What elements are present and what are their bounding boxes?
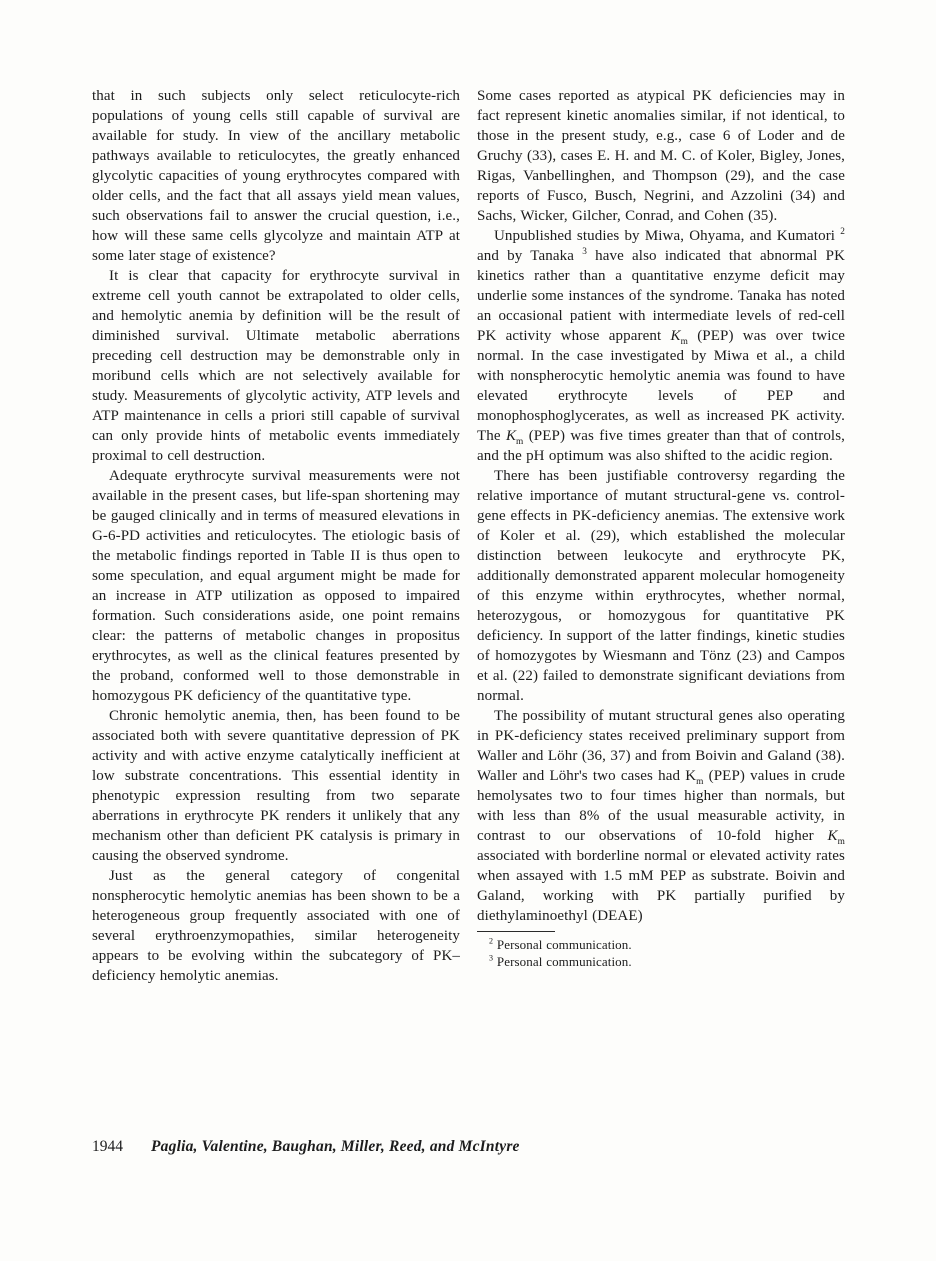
paragraph: Some cases reported as atypical PK deficiencies may in fact represent kinetic anomalies similar, if not identical, to those in the present study, e.g., case 6 of Loder and de Gruchy (33), cases E. H. and M. C. of Koler, Bigley, Jones, Rigas, Vanbellinghen, and Thompson (29), and the case reports of Fusco, Busch, Negrini, and Azzolini (34) and Sachs, Wicker, Gilcher, Conrad, and Cohen (35).: [477, 88, 845, 224]
page-number: 1944: [92, 1138, 123, 1155]
page-footer: [92, 1138, 846, 1156]
two-column-layout: [92, 86, 846, 986]
paragraph: Adequate erythrocyte survival measurements were not available in the present cases, but life-span shortening may be gauged clinically and in terms of measured elevations in G-6-PD activities and reticulocytes. The etiologic basis of the metabolic findings reported in Table II is thus open to some speculation, and equal argument might be made for an increase in ATP utilization as opposed to impaired formation. Such considerations aside, one point remains clear: the patterns of metabolic changes in propositus erythrocytes, as well as the clinical features presented by the proband, conformed well to those demonstrable in homozygous PK deficiency of the quantitative type.: [92, 468, 460, 704]
running-authors: Paglia, Valentine, Baughan, Miller, Reed, and McIntyre: [151, 1138, 520, 1155]
paragraph: Chronic hemolytic anemia, then, has been found to be associated both with severe quantitative depression of PK activity and with active enzyme catalytically inefficient at low substrate concentrations. This essential identity in phenotypic expression resulting from two separate aberrations in erythrocyte PK renders it unlikely that any mechanism other than deficient PK catalysis is primary in causing the observed syndrome.: [92, 708, 460, 864]
footnote: $^3$ Personal communication.: [489, 953, 632, 969]
paragraph: It is clear that capacity for erythrocyte survival in extreme cell youth cannot be extrapolated to older cells, and hemolytic anemia by definition will be the result of diminished survival. Ultimate metabolic aberrations preceding cell destruction may be demonstrable only in moribund cells which are not selectively available for study. Measurements of glycolytic activity, ATP levels and ATP maintenance in cells a priori still capable of survival can only provide hints of metabolic events immediately proximal to cell destruction.: [92, 268, 460, 464]
paragraph: Just as the general category of congenital nonspherocytic hemolytic anemias has been shown to be a heterogeneous group frequently associated with one of several erythroenzymopathies, similar heterogeneity appears to be evolving within the subcategory of PK–deficiency hemolytic anemias.: [92, 868, 460, 984]
paragraph: that in such subjects only select reticulocyte-rich populations of young cells still capable of survival are available for study. In view of the ancillary metabolic pathways available to reticulocytes, the greatly enhanced glycolytic capacities of young erythrocytes compared with older cells, and the fact that all assays yield mean values, such observations fail to answer the crucial question, i.e., how will these same cells glycolyze and maintain ATP at some later stage of existence?: [92, 88, 460, 264]
page-content: [92, 86, 846, 986]
left-column: [92, 86, 460, 986]
paragraph: Unpublished studies by Miwa, Ohyama, and Kumatori $^2$ and by Tanaka $^3$ have also indicated that abnormal PK kinetics rather than a quantitative enzyme deficit may underlie some instances of the syndrome. Tanaka has noted an occasional patient with intermediate levels of red-cell PK activity whose apparent $K_m$ (PEP) was over twice normal. In the case investigated by Miwa et al., a child with nonspherocytic hemolytic anemia was found to have elevated erythrocyte levels of PEP and monophosphoglycerates, as well as increased PK activity. The $K_m$ (PEP) was five times greater than that of controls, and the pH optimum was also shifted to the acidic region.: [477, 227, 846, 464]
right-column: [477, 86, 845, 986]
footnotes: [477, 931, 845, 970]
footnote: $^2$ Personal communication.: [489, 936, 632, 952]
paragraph: The possibility of mutant structural genes also operating in PK-deficiency states received preliminary support from Waller and Löhr (36, 37) and from Boivin and Galand (38). Waller and Löhr's two cases had $K_m$ (PEP) values in crude hemolysates two to four times higher than normals, but with less than 8% of the usual measurable activity, in contrast to our observations of 10-fold higher $K_m$ associated with borderline normal or elevated activity rates when assayed with 1.5 mM PEP as substrate. Boivin and Galand, working with PK partially purified by diethylaminoethyl (DEAE): [477, 708, 846, 924]
right-column-paragraphs: [477, 86, 845, 926]
footnote-list: [477, 936, 845, 970]
paragraph: There has been justifiable controversy regarding the relative importance of mutant structural-gene vs. control-gene effects in PK-deficiency anemias. The extensive work of Koler et al. (29), which established the molecular distinction between leukocyte and erythrocyte PK, additionally demonstrated apparent molecular homogeneity of this enzyme within erythrocytes, whether normal, heterozygous, or homozygous for quantitative PK deficiency. In support of the latter findings, kinetic studies of homozygotes by Wiesmann and Tönz (23) and Campos et al. (22) failed to demonstrate significant deviations from normal.: [477, 468, 845, 704]
footnote-rule: [477, 931, 555, 932]
